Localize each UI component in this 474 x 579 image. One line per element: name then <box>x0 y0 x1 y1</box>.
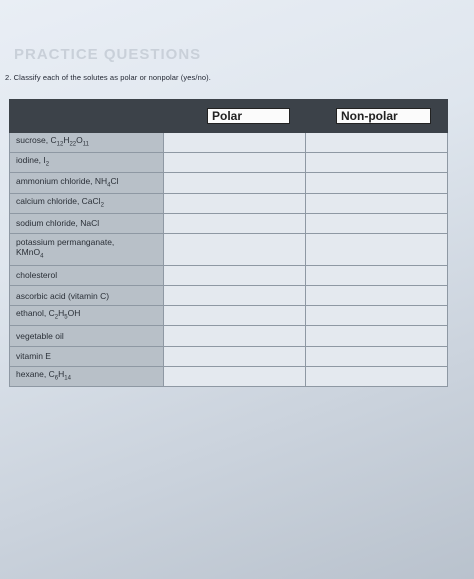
faded-header: PRACTICE QUESTIONS <box>14 46 202 63</box>
answer-cell-polar[interactable] <box>164 193 306 213</box>
answer-cell-nonpolar[interactable] <box>306 286 448 306</box>
answer-cell-nonpolar[interactable] <box>306 233 448 265</box>
answer-cell-nonpolar[interactable] <box>306 366 448 386</box>
header-nonpolar: Non-polar <box>336 108 431 124</box>
answer-cell-polar[interactable] <box>164 233 306 265</box>
answer-cell-nonpolar[interactable] <box>306 326 448 346</box>
row-label-iodine: iodine, $I_2$ <box>10 153 164 173</box>
table-row <box>10 213 448 233</box>
table-row <box>10 233 448 265</box>
header-polar: Polar <box>207 108 290 124</box>
row-label-ascorbic-acid: ascorbic acid (vitamin C) <box>10 286 164 306</box>
answer-cell-nonpolar[interactable] <box>306 173 448 193</box>
row-label-cholesterol: cholesterol <box>10 265 164 285</box>
table-row <box>10 193 448 213</box>
answer-cell-polar[interactable] <box>164 306 306 326</box>
table-row <box>10 366 448 386</box>
answer-cell-polar[interactable] <box>164 346 306 366</box>
row-label-ethanol: ethanol, $C_2H_5OH$ <box>10 306 164 326</box>
answer-cell-nonpolar[interactable] <box>306 306 448 326</box>
row-label-vitamin-e: vitamin E <box>10 346 164 366</box>
table-row <box>10 346 448 366</box>
table-row <box>10 133 448 153</box>
table-row <box>10 306 448 326</box>
table-row <box>10 153 448 173</box>
table-row <box>10 286 448 306</box>
row-label-ammonium-chloride: ammonium chloride, $NH_4Cl$ <box>10 173 164 193</box>
header-polar-cell <box>164 100 306 133</box>
answer-cell-nonpolar[interactable] <box>306 133 448 153</box>
header-blank <box>10 100 164 133</box>
header-nonpolar-cell <box>306 100 448 133</box>
row-label-vegetable-oil: vegetable oil <box>10 326 164 346</box>
answer-cell-nonpolar[interactable] <box>306 213 448 233</box>
row-label-sucrose: sucrose, $C_{12}H_{22}O_{11}$ <box>10 133 164 153</box>
table-header-row <box>10 100 448 133</box>
answer-cell-polar[interactable] <box>164 213 306 233</box>
answer-cell-polar[interactable] <box>164 286 306 306</box>
row-label-potassium-permanganate: potassium permanganate, KMnO$_4$ <box>10 233 164 265</box>
table-row <box>10 265 448 285</box>
classification-table <box>9 99 448 387</box>
answer-cell-polar[interactable] <box>164 133 306 153</box>
table-row <box>10 326 448 346</box>
row-label-calcium-chloride: calcium chloride, CaCl$_2$ <box>10 193 164 213</box>
answer-cell-polar[interactable] <box>164 326 306 346</box>
table-row <box>10 173 448 193</box>
answer-cell-nonpolar[interactable] <box>306 153 448 173</box>
answer-cell-polar[interactable] <box>164 265 306 285</box>
answer-cell-nonpolar[interactable] <box>306 346 448 366</box>
question-text: 2. Classify each of the solutes as polar or nonpolar (yes/no). <box>5 73 211 82</box>
row-label-sodium-chloride: sodium chloride, NaCl <box>10 213 164 233</box>
answer-cell-nonpolar[interactable] <box>306 265 448 285</box>
answer-cell-polar[interactable] <box>164 366 306 386</box>
row-label-hexane: hexane, $C_6H_{14}$ <box>10 366 164 386</box>
answer-cell-nonpolar[interactable] <box>306 193 448 213</box>
answer-cell-polar[interactable] <box>164 173 306 193</box>
answer-cell-polar[interactable] <box>164 153 306 173</box>
